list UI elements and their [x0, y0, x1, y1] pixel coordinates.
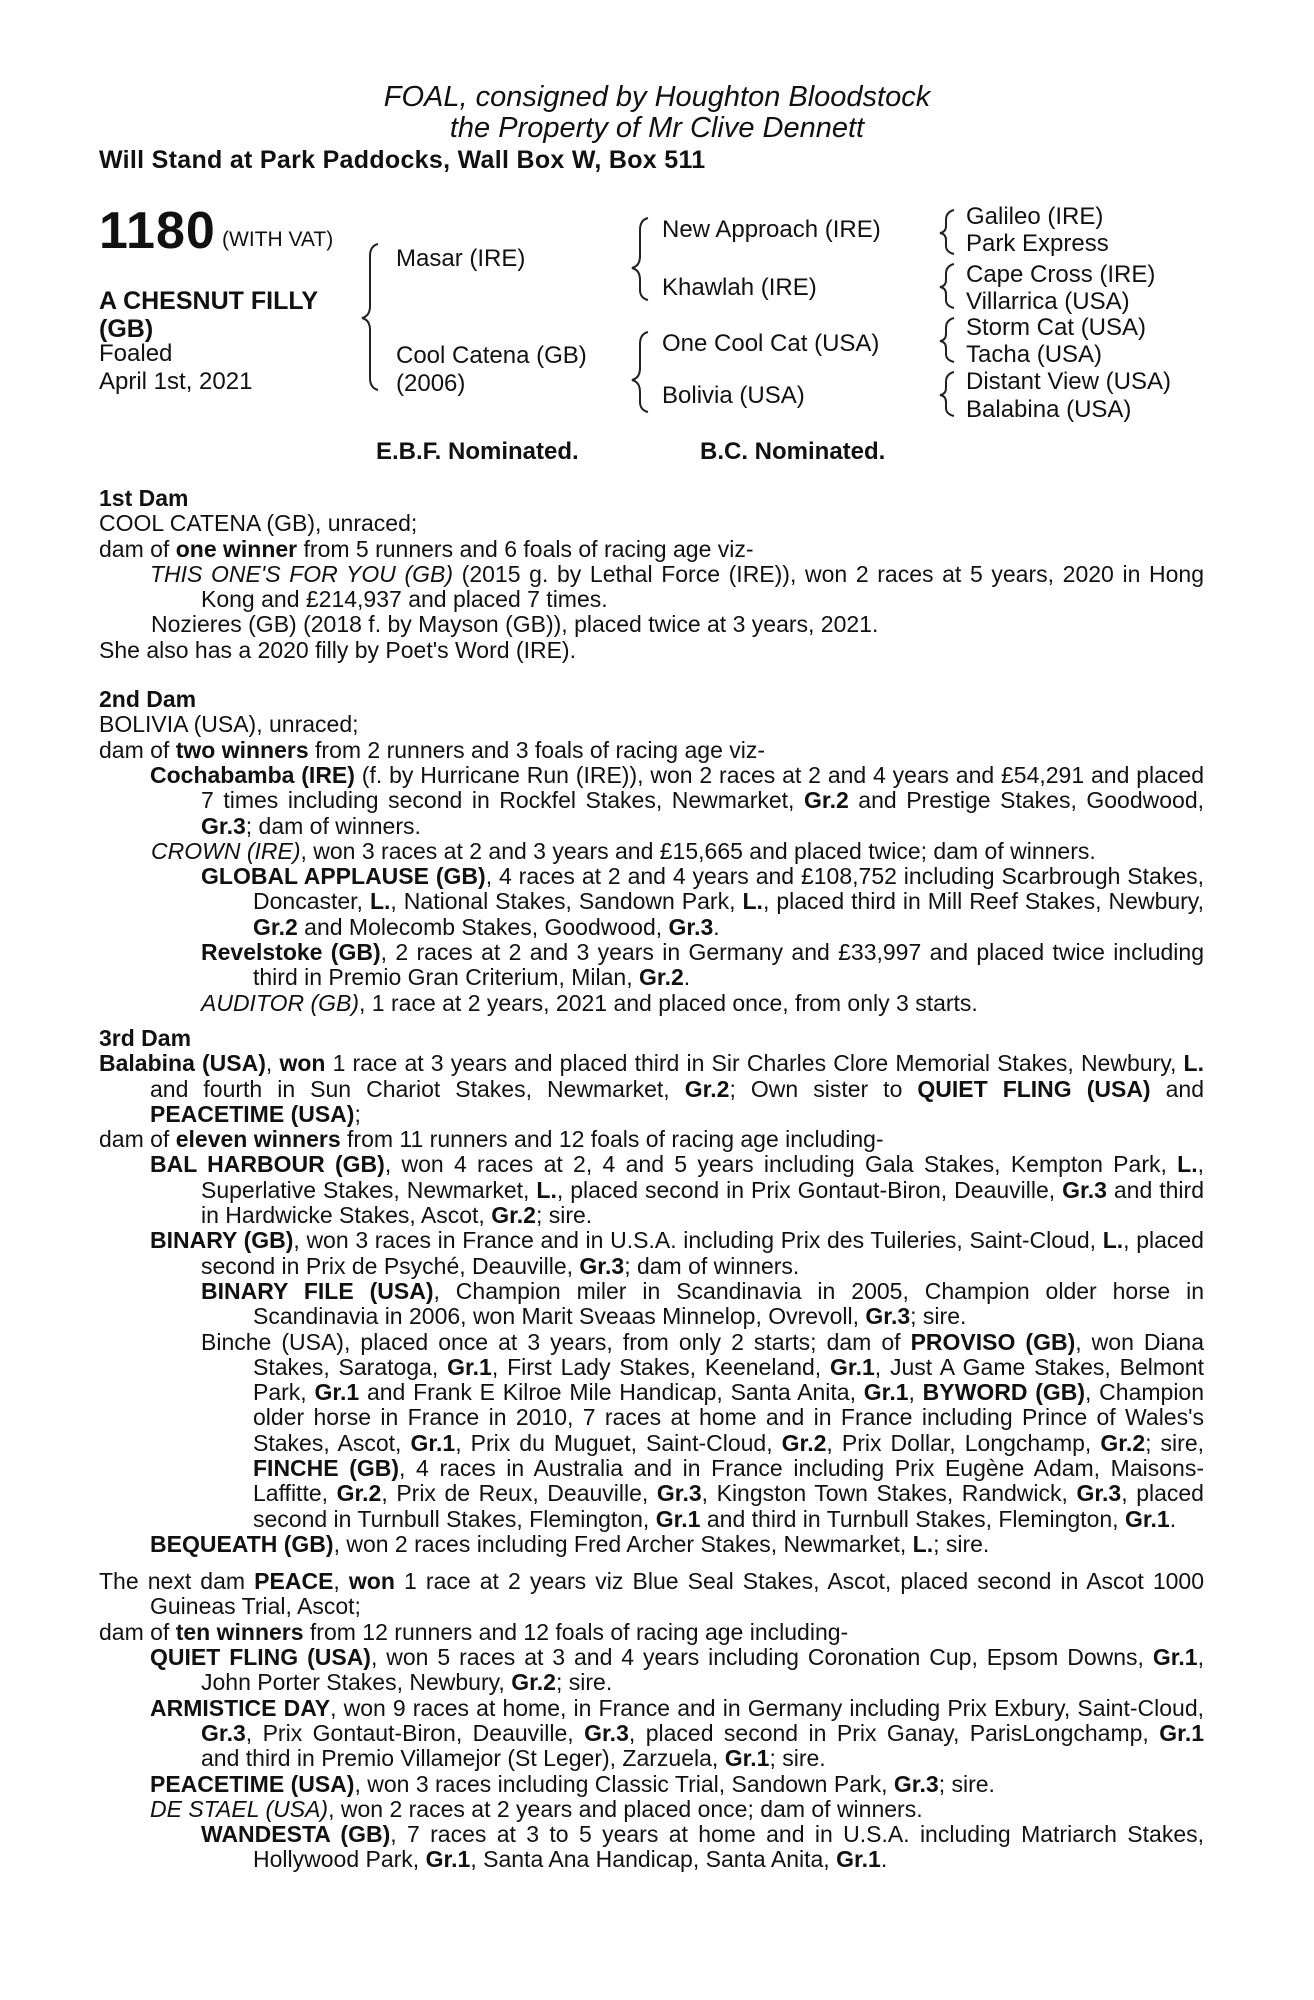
dam-dam: Bolivia (USA)	[662, 382, 805, 409]
consignor-line: FOAL, consigned by Houghton Bloodstock	[383, 81, 931, 113]
vat-note: (WITH VAT)	[222, 228, 334, 251]
produce-entry: GLOBAL APPLAUSE (GB), 4 races at 2 and 4 years and £108,752 including Scarbrough Stakes, Doncaster, L., National Stakes, Sandown Park, L., placed third in Mill Reef Stakes, Newbury, Gr.2 and Molecomb Stakes, Goodwood, Gr.3.	[201, 863, 1205, 940]
sire: Masar (IRE)	[396, 245, 526, 272]
produce-entry: WANDESTA (GB), 7 races at 3 to 5 years at home and in U.S.A. including Matriarch Stakes, Hollywood Park, Gr.1, Santa Ana Handicap, Santa Anita, Gr.1.	[201, 1821, 1204, 1873]
fourth-dam-entry: The next dam PEACE, won 1 race at 2 years viz Blue Seal Stakes, Ascot, placed second in Ascot 1000 Guineas Trial, Ascot;	[99, 1568, 1205, 1620]
produce-note: She also has a 2020 filly by Poet's Word (IRE).	[99, 636, 576, 663]
produce-entry: CROWN (IRE), won 3 races at 2 and 3 years and £15,665 and placed twice; dam of winners.	[151, 837, 1096, 864]
sire-dam-dam: Villarrica (USA)	[966, 288, 1130, 315]
produce-entry: QUIET FLING (USA), won 5 races at 3 and 4 years including Coronation Cup, Epsom Downs, Gr.1, John Porter Stakes, Newbury, Gr.2; sire.	[150, 1644, 1204, 1696]
fourth-dam-produce: dam of ten winners from 12 runners and 12 foals of racing age including-	[99, 1618, 849, 1645]
sire-sire-sire: Galileo (IRE)	[966, 203, 1104, 230]
dam-sire-dam: Tacha (USA)	[966, 341, 1103, 368]
produce-entry: BAL HARBOUR (GB), won 4 races at 2, 4 and 5 years including Gala Stakes, Kempton Park, L., Superlative Stakes, Newmarket, L., placed second in Prix Gontaut-Biron, Deauville, Gr.3 and third in Hardwicke Stakes, Ascot, Gr.2; sire.	[150, 1151, 1204, 1229]
first-dam-produce: dam of one winner from 5 runners and 6 foals of racing age viz-	[99, 535, 754, 562]
bc-nomination: B.C. Nominated.	[700, 438, 886, 465]
sire-sire: New Approach (IRE)	[662, 216, 881, 243]
produce-entry: Nozieres (GB) (2018 f. by Mayson (GB)), placed twice at 3 years, 2021.	[151, 611, 879, 638]
dam-sire: One Cool Cat (USA)	[662, 330, 880, 357]
foaled-value: April 1st, 2021	[99, 368, 253, 395]
produce-entry: Revelstoke (GB), 2 races at 2 and 3 years in Germany and £33,997 and placed twice including third in Premio Gran Criterium, Milan, Gr.2.	[201, 939, 1204, 991]
dam-dam-sire: Distant View (USA)	[966, 368, 1171, 395]
produce-entry: PEACETIME (USA), won 3 races including Classic Trial, Sandown Park, Gr.3; sire.	[150, 1770, 995, 1797]
third-dam-produce: dam of eleven winners from 11 runners and 12 foals of racing age including-	[99, 1126, 884, 1153]
dam-dam-dam: Balabina (USA)	[966, 396, 1132, 423]
produce-entry: AUDITOR (GB), 1 race at 2 years, 2021 and placed once, from only 3 starts.	[201, 989, 978, 1016]
foaled-label: Foaled	[99, 340, 173, 367]
produce-entry: THIS ONE'S FOR YOU (GB) (2015 g. by Lethal Force (IRE)), won 2 races at 5 years, 2020 in Hong Kong and £214,937 and placed 7 times.	[150, 560, 1204, 613]
dam-sire-sire: Storm Cat (USA)	[966, 314, 1147, 341]
produce-entry: BINARY (GB), won 3 races in France and in U.S.A. including Prix des Tuileries, Saint-Cloud, L., placed second in Prix de Psyché, Deauville, Gr.3; dam of winners.	[150, 1227, 1204, 1279]
sire-sire-dam: Park Express	[966, 230, 1109, 257]
horse-sex-colour: A CHESNUT FILLY	[99, 287, 318, 315]
first-dam-heading: 1st Dam	[99, 485, 189, 511]
second-dam-heading: 2nd Dam	[99, 686, 197, 713]
first-dam-entry: COOL CATENA (GB), unraced;	[99, 510, 418, 537]
horse-country: (GB)	[99, 315, 154, 343]
catalogue-body	[99, 486, 1204, 1873]
produce-entry: Cochabamba (IRE) (f. by Hurricane Run (IRE)), won 2 races at 2 and 4 years and £54,291 and placed 7 times including second in Rockfel Stakes, Newmarket, Gr.2 and Prestige Stakes, Goodwood, Gr.3; dam of winners.	[150, 761, 1205, 839]
produce-entry: BINARY FILE (USA), Champion miler in Scandinavia in 2005, Champion older horse in Scandinavia in 2006, won Marit Sveaas Minnelop, Ovrevoll, Gr.3; sire.	[201, 1277, 1204, 1330]
ebf-nomination: E.B.F. Nominated.	[376, 438, 579, 465]
sire-dam: Khawlah (IRE)	[662, 274, 817, 301]
produce-entry: BEQUEATH (GB), won 2 races including Fred Archer Stakes, Newmarket, L.; sire.	[150, 1530, 990, 1557]
lot-number: 1180	[99, 202, 216, 260]
produce-entry: DE STAEL (USA), won 2 races at 2 years and placed once; dam of winners.	[150, 1795, 923, 1822]
second-dam-produce: dam of two winners from 2 runners and 3 foals of racing age viz-	[99, 736, 766, 763]
second-dam-entry: BOLIVIA (USA), unraced;	[99, 711, 359, 738]
stand-location: Will Stand at Park Paddocks, Wall Box W, Box 511	[99, 146, 706, 174]
property-line: the Property of Mr Clive Dennett	[449, 112, 865, 144]
sire-dam-sire: Cape Cross (IRE)	[966, 261, 1156, 288]
third-dam-heading: 3rd Dam	[99, 1024, 192, 1051]
third-dam-entry: Balabina (USA), won 1 race at 3 years and placed third in Sir Charles Clore Memorial Stakes, Newbury, L. and fourth in Sun Chariot Stakes, Newmarket, Gr.2; Own sister to QUIET FLING (USA) and PEACETIME (USA);	[99, 1050, 1204, 1127]
produce-entry: Binche (USA), placed once at 3 years, from only 2 starts; dam of PROVISO (GB), won Diana Stakes, Saratoga, Gr.1, First Lady Stakes, Keeneland, Gr.1, Just A Game Stakes, Belmont Park, Gr.1 and Frank E Kilroe Mile Handicap, Santa Anita, Gr.1, BYWORD (GB), Champion older horse in France in 2010, 7 races at home and in France including Prince of Wales's Stakes, Ascot, Gr.1, Prix du Muguet, Saint-Cloud, Gr.2, Prix Dollar, Longchamp, Gr.2; sire, FINCHE (GB), 4 races in Australia and in France including Prix Eugène Adam, Maisons-Laffitte, Gr.2, Prix de Reux, Deauville, Gr.3, Kingston Town Stakes, Randwick, Gr.3, placed second in Turnbull Stakes, Flemington, Gr.1 and third in Turnbull Stakes, Flemington, Gr.1.	[201, 1328, 1205, 1532]
dam: Cool Catena (GB)	[396, 342, 587, 369]
dam-year: (2006)	[396, 370, 466, 397]
produce-entry: ARMISTICE DAY, won 9 races at home, in France and in Germany including Prix Exbury, Saint-Cloud, Gr.3, Prix Gontaut-Biron, Deauville, Gr.3, placed second in Prix Ganay, ParisLongchamp, Gr.1 and third in Premio Villamejor (St Leger), Zarzuela, Gr.1; sire.	[150, 1694, 1205, 1772]
